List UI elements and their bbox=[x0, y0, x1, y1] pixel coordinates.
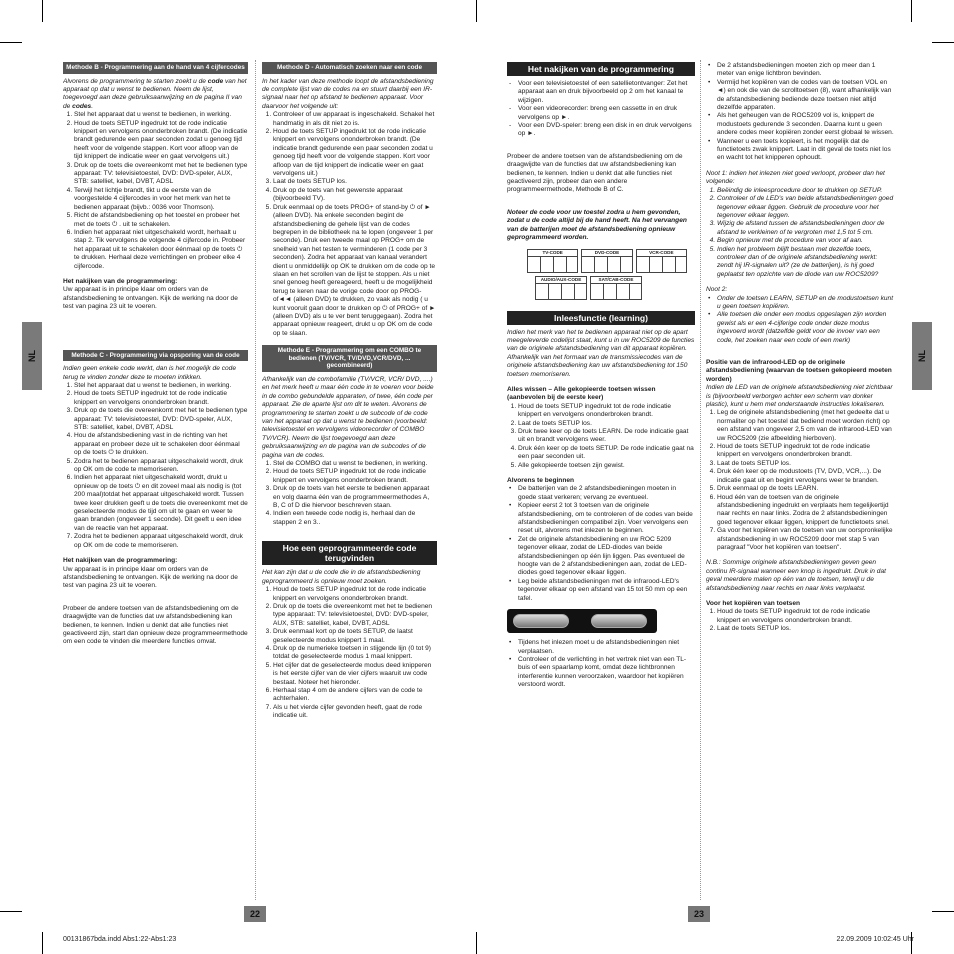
clear-steps bbox=[507, 403, 695, 470]
position-steps bbox=[706, 409, 894, 552]
step: 7. Als u het vierde cijfer gevonden heeft, gaat de rode indicatie uit. bbox=[273, 704, 437, 721]
code-label: VCR-CODE bbox=[637, 250, 686, 257]
list-item: • Controleer of de verlichting in het vertrek niet van een TL-buis of een spaarlamp komt, omdat deze lichtbronnen interferentie kunnen veroorzaken, waardoor het kopiëren verstoord wordt. bbox=[518, 656, 695, 690]
page-number-right: 23 bbox=[688, 906, 710, 922]
list-item: • De 2 afstandsbedieningen moeten zich op meer dan 1 meter van enige lichtbron bevinden. bbox=[717, 62, 894, 79]
position-intro: Indien de LED van de originele afstandsbediening niet zichtbaar is (bijvoorbeeld verborgen achter een scherm van donker plastic), kunt u hem met onderstaande instructies lokaliseren. bbox=[706, 384, 893, 409]
section-header-methode-b: Methode B - Programmering aan de hand van 4 cijfercodes bbox=[63, 62, 248, 74]
step: 3. Druk twee keer op de toets LEARN. De rode indicatie gaat uit en brandt vervolgens weer. bbox=[518, 428, 695, 445]
list-item: • Onder de toetsen LEARN, SETUP en de modustoetsen kunt u geen toetsen kopiëren. bbox=[717, 295, 894, 312]
step: 4. Begin opnieuw met de procedure van voor af aan. bbox=[717, 237, 894, 245]
check-text: Uw apparaat is in principe klaar om orders van de afstandsbediening te ontvangen. Kijk de werking na door de test van pagina 23 uit te voeren. bbox=[63, 286, 238, 311]
intro-codes: codes bbox=[72, 102, 92, 110]
note-code: Noteer de code voor uw toestel zodra u hem gevonden, zodat u de code altijd bij de hand heeft. Na het vervangen van de batterijen moet de afstandsbediening opnieuw geprogrammeerd worden. bbox=[507, 208, 687, 242]
code-label: SAT/CAB-CODE bbox=[591, 277, 641, 284]
code-boxes bbox=[527, 249, 687, 300]
step: 1. Controleer of uw apparaat is ingeschakeld. Schakel het handmatig in als dit niet zo is. bbox=[273, 111, 437, 128]
before-list bbox=[507, 485, 695, 603]
check-list bbox=[507, 80, 695, 139]
step: 7. Ga voor het kopiëren van de toetsen van uw oorspronkelijke afstandsbediening in uw ROC5209 door met stap 5 van paragraaf "Voor het kopiëren van toetsen". bbox=[717, 527, 894, 552]
section-header-code-terugvinden: Hoe een geprogrammeerde code terugvinden bbox=[262, 541, 437, 565]
methode-d-steps bbox=[262, 111, 437, 338]
methode-c-intro: Indien geen enkele code werkt, dan is het mogelijk de code terug te vinden zonder deze te moeten intikken. bbox=[63, 365, 237, 381]
footer-file-info: 00131867bda.indd Abs1:22-Abs1:23 bbox=[63, 936, 177, 943]
column-1 bbox=[63, 62, 248, 902]
list-item: • Leg beide afstandsbedieningen met de infrarood-LED's tegenover elkaar op een afstand van 15 tot 50 mm op een tafel. bbox=[518, 578, 695, 603]
step: 3. Laat de toets SETUP los. bbox=[273, 178, 437, 186]
remote-icon bbox=[513, 614, 569, 628]
step: 5. Zodra het te bedienen apparaat uitgeschakeld wordt, druk op OK om de code te memoriseren. bbox=[74, 458, 248, 475]
step: 3. Druk op de toets van het eerste te bedienen apparaat en volg daarna één van de programmeermethodes A, B, C of D die hiervoor beschreven staan. bbox=[273, 485, 437, 510]
methode-e-intro: Afhankelijk van de combofamilie (TV/VCR, VCR/ DVD, ....) en het merk heeft u maar één code in te voeren voor beide in de combo gebundelde apparaten, of twee, één code per apparaat. Zie de aparte lijst om dit te weten. Alvorens de programmering te starten zoekt u de subcode of de code van het apparaat op dat u wenst te bedienen (voorbeeld: televisietoestel en vervolgens videorecorder of COMBO TV/VCR). Neem de lijst toegevoegd aan deze gebruiksaanwijzing en de pagina van de subcodes of de pagina van de codes. bbox=[262, 375, 434, 459]
step: 1. Leg de originele afstandsbediening (met het gedeelte dat u normaliter op het toestel dat bediend moet worden richt) op een afstand van ongeveer 2,5 cm van de infrarood-LED van uw ROC5209 (zie afbeelding hierboven). bbox=[717, 409, 894, 443]
find-steps bbox=[262, 586, 437, 721]
methode-d-intro: In het kader van deze methode loopt de afstandsbediening de complete lijst van de codes na en stuurt daarbij een IR-signaal naar het op afstand te bedienen apparaat. Voor daarvoor het volgende uit: bbox=[262, 77, 434, 110]
check-text: Uw apparaat is in principe klaar om orders van de afstandsbediening te ontvangen. Kijk de werking na door de test van pagina 23 uit te voeren. bbox=[63, 565, 238, 590]
step: 3. Druk op de toets die overeenkomt met het te bedienen type apparaat: TV: televisietoestel, DVD: DVD-speler, AUX, STB: satelliet, kabel, DVBT, ADSL bbox=[74, 162, 248, 187]
crop-mark bbox=[42, 932, 43, 954]
step: 6. Indien het apparaat niet uitgeschakeld wordt, drukt u opnieuw op de toets ⏻ en dit zoveel maal als nodig is (tot 200 maal)totdat het apparaat uitgeschakeld wordt. Tussen twee keer drukken geeft u de toets die overeenkomt met de geselecteerde modus de tijd om uit te gaan en weer te gaan branden (ongeveer 1 seconde). Dit geeft u een idee van de reactie van het apparaat. bbox=[74, 474, 248, 533]
step: 4. Druk op de numerieke toetsen in stijgende lijn (0 tot 9) totdat de geselecteerde modus 1 maal knippert. bbox=[273, 645, 437, 662]
step: 7. Zodra het te bedienen apparaat uitgeschakeld wordt, druk op OK om de code te memoriseren. bbox=[74, 533, 248, 550]
section-header-methode-c: Methode C - Programmering via opsporing van de code bbox=[63, 350, 248, 362]
code-label: DVD-CODE bbox=[582, 250, 631, 257]
list-item: - Voor een televisietoestel of een satellietontvanger: Zet het apparaat aan en druk bijvoorbeeld op 2 om het kanaal te wijzigen. bbox=[518, 80, 695, 105]
step: 4. Druk één keer op de modustoets (TV, DVD, VCR,...). De indicatie gaat uit en begint vervolgens weer te branden. bbox=[717, 468, 894, 485]
copy-steps bbox=[706, 608, 894, 633]
list-item: • Als het geheugen van de ROC5209 vol is, knippert de modustoets gedurende 3 seconden. Daarna kunt u geen andere codes meer kopiëren zonder eerst globaal te wissen. bbox=[717, 112, 894, 137]
page-number-left: 22 bbox=[244, 906, 266, 922]
list-item: - Voor een videorecorder: breng een cassette in en druk vervolgens op ►. bbox=[518, 105, 695, 122]
section-header-methode-e: Methode E - Programmering om een COMBO te bedienen (TV/VCR, TV/DVD,VCR/DVD, ... gecombineerd) bbox=[262, 345, 437, 372]
list-item: • De batterijen van de 2 afstandsbedieningen moeten in goede staat verkeren; vervang ze eventueel. bbox=[518, 485, 695, 502]
dvd-code-box bbox=[581, 249, 632, 273]
step: 2. Houd de toets SETUP ingedrukt tot de rode indicatie knippert en vervolgens ononderbroken brandt. (De indicatie brandt gedurende een paar seconden zodat u genoeg tijd heeft voor de volgende stappen. Kort voor afloop van de tijd knippert de indicatie weer en gaat vervolgens uit.) bbox=[74, 120, 248, 162]
methode-b-steps bbox=[63, 111, 248, 271]
step: 5. Het cijfer dat de geselecteerde modus deed knipperen is het eerste cijfer van de vier cijfers waaruit uw code bestaat. Noteer het hieronder. bbox=[273, 662, 437, 687]
column-divider bbox=[700, 60, 701, 900]
methode-c-steps bbox=[63, 382, 248, 550]
after-list bbox=[507, 639, 695, 689]
copy-title: Voor het kopiëren van toetsen bbox=[706, 599, 801, 607]
tips-list bbox=[706, 62, 894, 163]
step: 5. Indien het probleem blijft bestaan met dezelfde toets, controleer dan of de originele afstandsbediening werkt: zendt hij IR-signalen uit? (ze de batterijen), is hij goed geplaatst ten opzichte van de diode van uw ROC5209? bbox=[717, 246, 894, 280]
column-3 bbox=[507, 62, 695, 902]
before-title: Alvorens te beginnen bbox=[507, 477, 575, 484]
step: 1. Beëindig de inleesprocedure door te drukken op SETUP. bbox=[717, 187, 894, 195]
closing-text: Probeer de andere toetsen van de afstandsbediening om de draagwijdte van de functies dat uw afstandsbediening kan bedienen, te kennen. Indien u denkt dat alle functies niet geactiveerd zijn, start dan opnieuw deze programmeermethode om een code te vinden die meerdere functies omvat. bbox=[63, 604, 248, 646]
section-header-inleesfunctie: Inleesfunctie (learning) bbox=[507, 311, 695, 325]
step: 4. Terwijl het lichtje brandt, tikt u de eerste van de voorgestelde 4 cijfercodes in voor het merk van het te bedienen apparaat (bijvb.: 0036 voor Thomson). bbox=[74, 187, 248, 212]
column-2 bbox=[262, 62, 437, 902]
language-tab-right bbox=[912, 322, 932, 390]
list-item: • Kopieer eerst 2 tot 3 toetsen van de originele afstandsbediening, om te controleren of de codes van beide afstandsbedieningen compatibel zijn. Voer vervolgens een reset uit, alvorens met inlezen te beginnen. bbox=[518, 502, 695, 536]
step: 5. Alle gekopieerde toetsen zijn gewist. bbox=[518, 462, 695, 470]
language-tab-label: NL bbox=[917, 350, 927, 362]
step: 4. Druk op de toets van het gewenste apparaat (bijvoorbeeld TV). bbox=[273, 187, 437, 204]
intro-text: Alvorens de programmering te starten zoekt u de bbox=[63, 77, 208, 85]
list-item: • Vermijd het kopiëren van de codes van de toetsen VOL en ◄) en ook die van de scrolltoetsen (8), want afhankelijk van de afstandsbediening bediende deze toetsen niet altijd dezelfde apparaten. bbox=[717, 79, 894, 113]
step: 3. Druk eenmaal kort op de toets SETUP, de laatst geselecteerde modus knippert 1 maal. bbox=[273, 628, 437, 645]
list-item: - Voor een DVD-speler: breng een disk in en druk vervolgens op ►. bbox=[518, 122, 695, 139]
list-item: • Wanneer u een toets kopieert, is het mogelijk dat de functietoets zwak knippert. Laat in dit geval de toets niet los en wacht tot het knipperen ophoudt. bbox=[717, 138, 894, 163]
step: 1. Stel de COMBO dat u wenst te bedienen, in werking. bbox=[273, 460, 437, 468]
step: 3. Laat de toets SETUP los. bbox=[717, 460, 894, 468]
step: 2. Druk op de toets die overeenkomt met het te bedienen type apparaat: TV: televisietoestel, DVD: DVD-speler, AUX, STB: satelliet, kabel, DVBT, ADSL bbox=[273, 603, 437, 628]
step: 2. Houd de toets SETUP ingedrukt tot de rode indicatie knippert en vervolgens ononderbroken brandt. bbox=[273, 468, 437, 485]
step: 2. Houd de toets SETUP ingedrukt tot de rode indicatie knippert en vervolgens ononderbroken brandt. bbox=[74, 390, 248, 407]
step: 4. Indien een tweede code nodig is, herhaal dan de stappen 2 en 3.. bbox=[273, 510, 437, 527]
step: 1. Stel het apparaat dat u wenst te bedienen, in werking. bbox=[74, 382, 248, 390]
remote-icon bbox=[591, 614, 647, 628]
step: 4. Druk één keer op de toets SETUP. De rode indicatie gaat na een paar seconden uit. bbox=[518, 445, 695, 462]
step: 5. Druk eenmaal op de toets LEARN. bbox=[717, 485, 894, 493]
column-4 bbox=[706, 62, 894, 902]
step: 5. Druk eenmaal op de toets PROG+ of stand-by ⏻ of ► (alleen DVD). Na enkele seconden begint de afstandsbediening de gehele lijst van de codes begrepen in de bibliotheek na te lopen (ongeveer 1 per seconde). Druk een tweede maal op PROG+ om de snelheid van het testen te verminderen (1 code per 3 seconden). Zodra het apparaat van kanaal verandert dient u onmiddellijk op OK te drukken om de code op te slaan en het scrollen van de lijst te stoppen. Als u niet snel genoeg heeft gereageerd, heeft u de mogelijkheid terug te keren naar de vorige code door op PROG- of◄◄ (alleen DVD) te drukken, zo vaak als nodig ( u kunt vooruit gaan door te drukken op ⏻ of PROG+ of ► (alleen DVD) als u te ver bent teruggegaan). Zodra het apparaat opnieuw reageert, drukt u op OK om de code op te slaan. bbox=[273, 204, 437, 339]
learn-intro: Indien het merk van het te bedienen apparaat niet op de apart meegeleverde codelijst staat, kunt u in uw ROC5209 de functies van de originele afstandsbediening van dit apparaat kopiëren. Afhankelijk van het formaat van de transmissiecodes van de originele afstandsbediening kan uw afstandsbediening tot 150 toetsen memoriseren. bbox=[507, 328, 695, 378]
check-text: Probeer de andere toetsen van de afstandsbediening om de draagwijdte van de functies dat uw afstandsbediening kan bedienen, te kennen. Indien u denkt dat alle functies niet geactiveerd zijn, probeer dan een andere programmeermethode, Methode B of C. bbox=[507, 152, 683, 194]
section-header-methode-d: Methode D - Automatisch zoeken naar een code bbox=[262, 62, 437, 74]
list-item: • Alle toetsen die onder een modus opgeslagen zijn worden gewist als er een 4-cijferige code onder deze modus ingevoerd wordt (datzelfde geldt voor de invoer van een code, het zoeken naar een code of een merk) bbox=[717, 311, 894, 345]
check-title: Het nakijken van de programmering: bbox=[63, 557, 178, 565]
list-item: • Tijdens het inlezen moet u de afstandsbedieningen niet verplaatsen. bbox=[518, 639, 695, 656]
crop-mark bbox=[42, 0, 43, 22]
step: 4. Hou de afstandsbediening vast in de richting van het apparaat en probeer deze uit te schakelen door éénmaal op de toets ⏻ te drukken. bbox=[74, 432, 248, 457]
language-tab-left bbox=[22, 322, 42, 390]
remotes-illustration bbox=[507, 609, 657, 633]
audio-aux-code-box bbox=[535, 276, 587, 300]
step: 2. Houd de toets SETUP ingedrukt tot de rode indicatie knippert en vervolgens ononderbroken brandt. (De indicatie brandt gedurende een paar seconden zodat u genoeg tijd heeft voor de volgende stappen. Kort voor afloop van de tijd knippert de indicatie weer en gaat vervolgens uit.) bbox=[273, 128, 437, 178]
crop-mark bbox=[0, 911, 22, 912]
methode-e-steps bbox=[262, 460, 437, 527]
step: 1. Houd de toets SETUP ingedrukt tot de rode indicatie knippert en vervolgens ononderbroken brandt. bbox=[518, 403, 695, 420]
crop-mark bbox=[476, 0, 477, 22]
step: 6. Houd één van de toetsen van de originele afstandsbediening ingedrukt en verplaats hem tegelijkertijd naar rechts en naar links. Zodra de 2 afstandsbedieningen goed tegenover elkaar liggen, knippert de functietoets snel. bbox=[717, 494, 894, 528]
language-tab-label: NL bbox=[27, 350, 37, 362]
step: 6. Herhaal stap 4 om de andere cijfers van de code te achterhalen. bbox=[273, 687, 437, 704]
intro-code: code bbox=[207, 77, 224, 85]
section-header-nakijken: Het nakijken van de programmering bbox=[507, 62, 695, 76]
step: 3. Druk op de toets die overeenkomt met het te bedienen type apparaat: TV: televisietoestel, DVD: DVD-speler, AUX, STB: satelliet, kabel, DVBT, ADSL bbox=[74, 407, 248, 432]
tv-code-box bbox=[527, 249, 578, 273]
note1-steps bbox=[706, 187, 894, 279]
step: 5. Richt de afstandsbediening op het toestel en probeer het met de toets ⏻ . uit te schakelen. bbox=[74, 212, 248, 229]
crop-mark bbox=[932, 911, 954, 912]
code-label: TV-CODE bbox=[528, 250, 577, 257]
check-title: Het nakijken van de programmering: bbox=[63, 277, 178, 285]
find-intro: Het kan zijn dat u de code die in de afstandsbediening geprogrammeerd is opnieuw moet zoeken. bbox=[262, 569, 421, 585]
step: 1. Houd de toets SETUP ingedrukt tot de rode indicatie knippert en vervolgens ononderbroken brandt. bbox=[273, 586, 437, 603]
note2-list bbox=[706, 295, 894, 345]
intro-text: van het apparaat op dat u wenst te bedienen. Neem de lijst, toegevoegd aan deze gebruiksaanwijzing en de pagina II van de bbox=[63, 77, 247, 110]
step: 2. Laat de toets SETUP los. bbox=[717, 625, 894, 633]
step: 1. Houd de toets SETUP ingedrukt tot de rode indicatie knippert en vervolgens ononderbroken brandt. bbox=[717, 608, 894, 625]
list-item: • Zet de originele afstandsbediening en uw ROC 5209 tegenover elkaar, zodat de LED-diodes van beide afstandsbedieningen op één lijn liggen. Pas eventueel de hoogte van de 2 afstandsbedieningen aan, zodat de LED-diodes goed tegenover elkaar liggen. bbox=[518, 536, 695, 578]
crop-mark bbox=[476, 932, 477, 954]
step: 2. Houd de toets SETUP ingedrukt tot de rode indicatie knippert en vervolgens ononderbroken brandt. bbox=[717, 443, 894, 460]
nb-text: N.B.: Sommige originele afstandsbedieningen geven geen continu IR-signaal wanneer een knop is ingedrukt. Druk in dat geval meerdere malen op één van de toetsen, terwijl u de afstandsbediening naar rechts en naar links verplaatst. bbox=[706, 559, 886, 592]
clear-title: Alles wissen – Alle gekopieerde toetsen wissen (aanbevolen bij de eerste keer) bbox=[507, 385, 656, 402]
sat-cab-code-box bbox=[590, 276, 642, 300]
vcr-code-box bbox=[636, 249, 687, 273]
crop-mark bbox=[932, 42, 954, 43]
methode-b-intro: Alvorens de programmering te starten zoekt u de code van het apparaat op dat u wenst te bedienen. Neem de lijst, toegevoegd aan deze gebruiksaanwijzing en de pagina II van de codes. bbox=[63, 77, 247, 110]
code-label: AUDIO/AUX-CODE bbox=[536, 277, 586, 284]
step: 2. Controleer of de LED's van beide afstandsbedieningen goed tegenover elkaar liggen. Gebruik de procedure voor het tegenover elkaar leggen. bbox=[717, 195, 894, 220]
note1-title: Noot 1: indien het inlezen niet goed verloopt, probeer dan het volgende: bbox=[706, 169, 885, 186]
step: 1. Stel het apparaat dat u wenst te bedienen, in werking. bbox=[74, 111, 248, 119]
step: 3. Wijzig de afstand tussen de afstandsbedieningen door de afstand te verkleinen of te vergroten met 1,5 tot 5 cm. bbox=[717, 220, 894, 237]
column-divider bbox=[255, 60, 256, 900]
step: 2. Laat de toets SETUP los. bbox=[518, 420, 695, 428]
crop-mark bbox=[0, 42, 22, 43]
footer-timestamp: 22.09.2009 10:02:45 Uhr bbox=[836, 936, 914, 943]
position-title: Positie van de infrarood-LED op de originele afstandsbediening (waarvan de toetsen gekopieerd moeten worden) bbox=[706, 359, 892, 383]
crop-mark bbox=[911, 0, 912, 22]
note2-title: Noot 2: bbox=[706, 286, 728, 294]
step: 6. Indien het apparaat niet uitgeschakeld wordt, herhaalt u stap 2. Tik vervolgens de volgende 4 cijfercode in. Probeer het apparaat uit te schakelen door éénmaal op de toets ⏻ te drukken. Herhaal deze verrichtingen en probeer elke 4 cijfercode. bbox=[74, 229, 248, 271]
